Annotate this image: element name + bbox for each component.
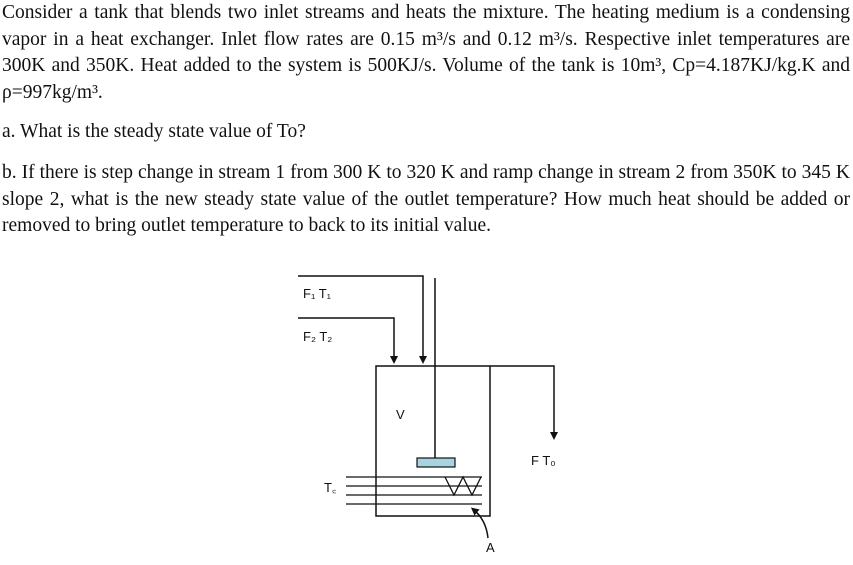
inlet-2-label: F₂ T₂ xyxy=(303,329,333,344)
coil-label: T꜀ xyxy=(324,480,337,495)
actuator xyxy=(474,510,488,538)
question-b: b. If there is step change in stream 1 from 300 K to 320 K and ramp change in stream 2 from 350K to 345 K slope 2, what is the new steady state value of the outlet temperature? How much heat should be added or removed to bring outlet temperature to back to its initial value. xyxy=(2,162,850,236)
question-a: a. What is the steady state value of To? xyxy=(2,121,306,142)
problem-statement: Consider a tank that blends two inlet streams and heats the mixture. The heating medium is a condensing vapor in a heat exchanger. Inlet flow rates are 0.15 m³/s and 0.12 m³/s. Respective inlet temperatures are 300K and 350K. Heat added to the system is 500KJ/s. Volume of the tank is 10m³, Cp=4.187KJ/kg.K and ρ=997kg/m³. xyxy=(2,2,850,103)
outlet-stream xyxy=(490,366,554,436)
outlet-label: F T₀ xyxy=(531,453,556,468)
actuator-label: A xyxy=(486,540,495,555)
heating-coil xyxy=(346,477,482,504)
inlet-1-label: F₁ T₁ xyxy=(303,286,332,301)
volume-label: V xyxy=(396,407,405,422)
